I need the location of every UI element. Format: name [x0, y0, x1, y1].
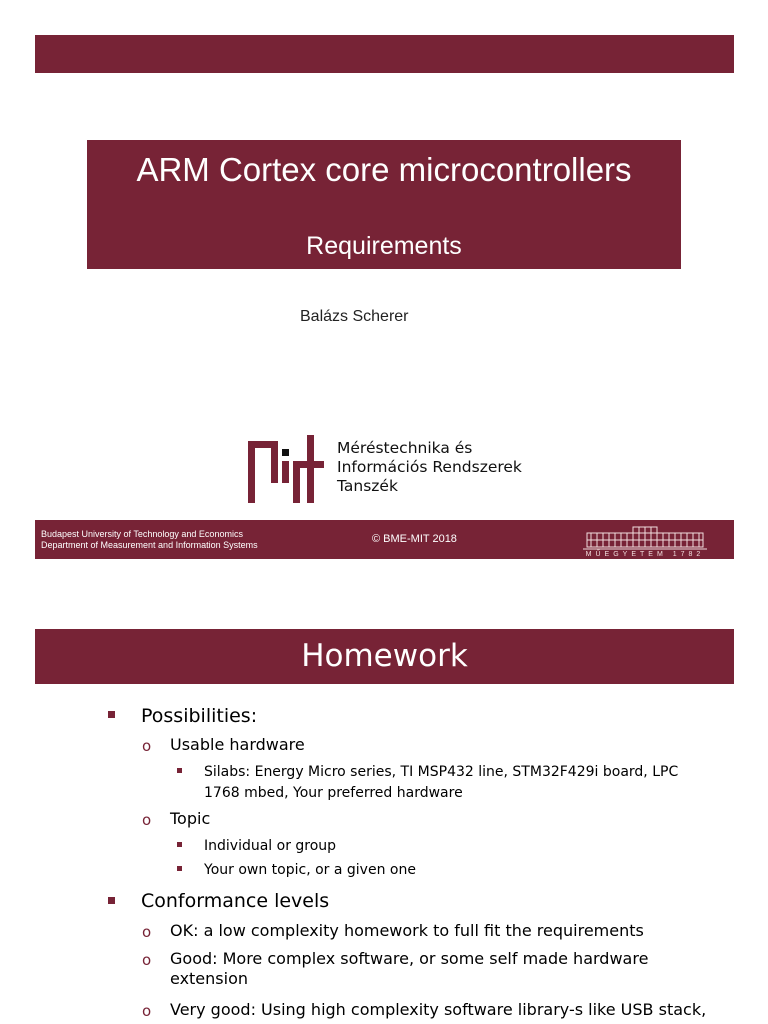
list-item: OK: a low complexity homework to full fit the requirements	[170, 921, 644, 940]
logo-line-2: Információs Rendszerek	[337, 458, 522, 476]
square-bullet-icon	[177, 866, 182, 871]
homework-title-bar	[35, 629, 734, 684]
circle-bullet-icon: o	[142, 811, 152, 829]
circle-bullet-icon: o	[142, 923, 152, 941]
footer-affiliation	[41, 529, 258, 551]
author-name: Balázs Scherer	[300, 308, 409, 325]
list-item: Good: More complex software, or some self made hardware extension	[170, 949, 649, 988]
homework-title: Homework	[301, 638, 468, 674]
footer-department: Department of Measurement and Information Systems	[41, 540, 258, 550]
mit-logo-mark	[245, 433, 327, 505]
circle-bullet-icon: o	[142, 737, 152, 755]
footer-copyright: © BME-MIT 2018	[372, 533, 457, 545]
list-item: Very good: Using high complexity software library-s like USB stack,	[170, 1000, 707, 1019]
top-banner	[35, 35, 734, 73]
square-bullet-icon	[108, 711, 115, 718]
building-logo	[583, 523, 707, 557]
logo-text	[337, 439, 522, 496]
logo-line-3: Tanszék	[337, 477, 398, 495]
list-item: Conformance levels	[141, 890, 330, 912]
building-caption: MŰEGYETEM 1782	[585, 551, 705, 557]
circle-bullet-icon: o	[142, 951, 152, 969]
mit-logo	[245, 433, 535, 505]
logo-line-1: Méréstechnika és	[337, 439, 473, 457]
square-bullet-icon	[177, 842, 182, 847]
list-item: Silabs: Energy Micro series, TI MSP432 line, STM32F429i board, LPC 1768 mbed, Your preferred hardware	[204, 764, 679, 801]
list-item: Possibilities:	[141, 705, 258, 727]
title-box	[87, 140, 681, 269]
slide-title: ARM Cortex core microcontrollers	[136, 151, 632, 188]
footer-university: Budapest University of Technology and Economics	[41, 529, 243, 539]
list-item: Topic	[170, 809, 211, 828]
slide-footer	[35, 520, 734, 559]
list-item: Individual or group	[204, 838, 337, 854]
circle-bullet-icon: o	[142, 1002, 152, 1020]
slide-subtitle: Requirements	[306, 232, 462, 260]
square-bullet-icon	[177, 768, 182, 773]
list-item: Usable hardware	[170, 735, 305, 754]
list-item: Your own topic, or a given one	[204, 862, 416, 878]
square-bullet-icon	[108, 897, 115, 904]
